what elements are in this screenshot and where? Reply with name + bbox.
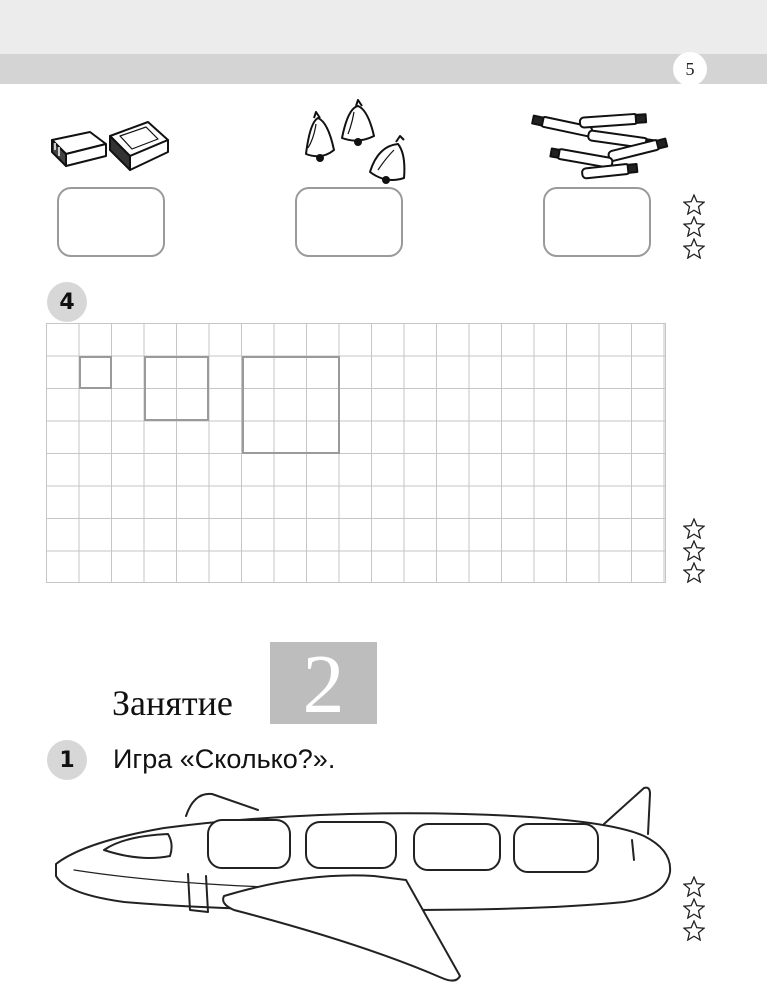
task-number-badge: 1 — [47, 740, 87, 780]
star-outline-icon[interactable] — [683, 562, 705, 583]
page-header-bar — [0, 54, 767, 84]
markers-icon — [528, 108, 672, 186]
sample-square-medium — [144, 356, 209, 421]
task-text: Игра «Сколько?». — [113, 744, 336, 774]
sample-square-large — [242, 356, 340, 454]
sample-square-small — [79, 356, 112, 389]
star-rating-task1 — [683, 876, 707, 942]
star-outline-icon[interactable] — [683, 876, 705, 897]
answer-box-bells[interactable] — [295, 187, 403, 257]
star-outline-icon[interactable] — [683, 540, 705, 561]
star-outline-icon[interactable] — [683, 920, 705, 941]
books-icon — [46, 112, 172, 174]
top-band — [0, 0, 767, 54]
lesson-title: Занятие — [112, 683, 233, 723]
page-number: 5 — [673, 52, 707, 86]
airplane-icon — [44, 780, 674, 986]
answer-box-books[interactable] — [57, 187, 165, 257]
star-outline-icon[interactable] — [683, 216, 705, 237]
drawing-grid[interactable] — [46, 323, 666, 583]
star-outline-icon[interactable] — [683, 238, 705, 259]
star-rating-task3 — [683, 194, 707, 260]
star-rating-task4 — [683, 518, 707, 584]
bells-icon — [300, 98, 414, 186]
lesson-number: 2 — [302, 638, 345, 731]
star-outline-icon[interactable] — [683, 194, 705, 215]
star-outline-icon[interactable] — [683, 518, 705, 539]
answer-box-markers[interactable] — [543, 187, 651, 257]
star-outline-icon[interactable] — [683, 898, 705, 919]
lesson-number-box — [270, 638, 377, 731]
task-number-badge: 4 — [47, 282, 87, 322]
